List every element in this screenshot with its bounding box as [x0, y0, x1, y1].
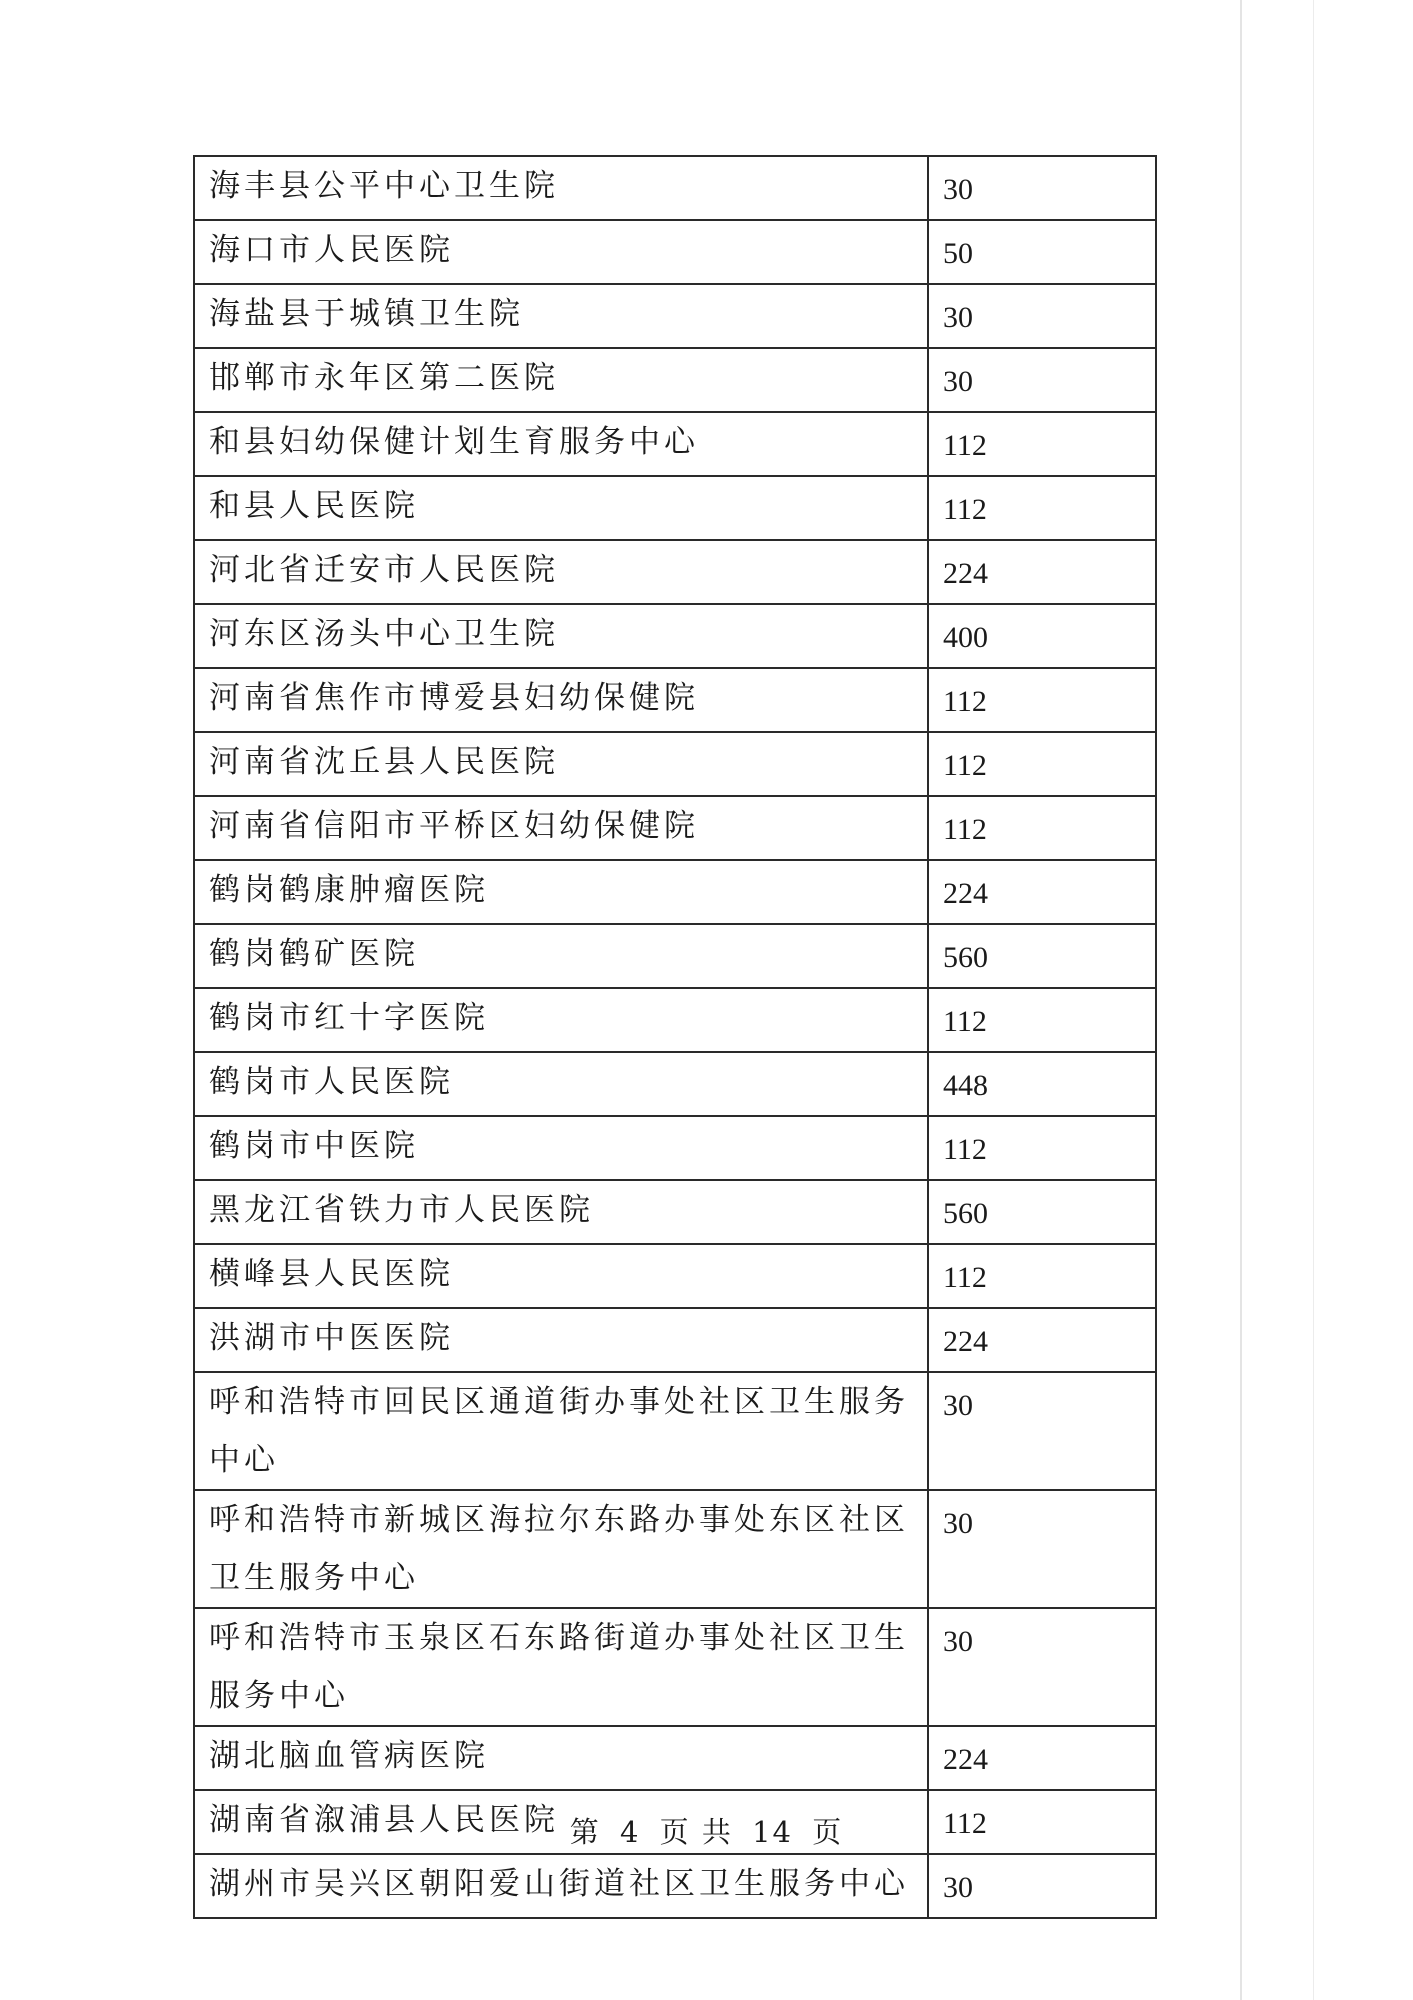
footer-suffix: 页 — [812, 1815, 844, 1849]
institution-name: 横峰县人民医院 — [194, 1244, 928, 1308]
institution-name: 河南省焦作市博爱县妇幼保健院 — [194, 668, 928, 732]
allocation-value: 560 — [928, 924, 1156, 988]
institution-name: 湖州市吴兴区朝阳爱山街道社区卫生服务中心 — [194, 1854, 928, 1918]
institution-name: 海丰县公平中心卫生院 — [194, 156, 928, 220]
institution-name: 呼和浩特市新城区海拉尔东路办事处东区社区卫生服务中心 — [194, 1490, 928, 1608]
institution-name: 湖北脑血管病医院 — [194, 1726, 928, 1790]
institution-name: 黑龙江省铁力市人民医院 — [194, 1180, 928, 1244]
table-row — [194, 1608, 1156, 1726]
footer-prefix: 第 — [569, 1815, 601, 1849]
allocation-value: 30 — [928, 284, 1156, 348]
allocation-value: 224 — [928, 1726, 1156, 1790]
allocation-value: 560 — [928, 1180, 1156, 1244]
table-row — [194, 1490, 1156, 1608]
institution-name: 海盐县于城镇卫生院 — [194, 284, 928, 348]
allocation-value: 112 — [928, 1116, 1156, 1180]
institution-name: 湖南省溆浦县人民医院 — [194, 1790, 928, 1854]
table-row — [194, 1180, 1156, 1244]
table-row — [194, 796, 1156, 860]
institution-name: 河南省沈丘县人民医院 — [194, 732, 928, 796]
institution-name: 河东区汤头中心卫生院 — [194, 604, 928, 668]
table-row — [194, 732, 1156, 796]
allocation-value: 112 — [928, 668, 1156, 732]
table-row — [194, 540, 1156, 604]
allocation-value: 224 — [928, 1308, 1156, 1372]
institution-name: 和县妇幼保健计划生育服务中心 — [194, 412, 928, 476]
table-row — [194, 156, 1156, 220]
allocation-value: 30 — [928, 348, 1156, 412]
allocation-value: 112 — [928, 1244, 1156, 1308]
institution-name: 邯郸市永年区第二医院 — [194, 348, 928, 412]
allocation-value: 30 — [928, 1372, 1156, 1490]
footer-total-pages: 14 — [752, 1815, 793, 1849]
institution-table — [193, 155, 1157, 1919]
table-row — [194, 860, 1156, 924]
institution-name: 洪湖市中医医院 — [194, 1308, 928, 1372]
table-row — [194, 988, 1156, 1052]
footer-middle: 页 共 — [659, 1815, 733, 1849]
institution-name: 海口市人民医院 — [194, 220, 928, 284]
institution-name: 呼和浩特市玉泉区石东路街道办事处社区卫生服务中心 — [194, 1608, 928, 1726]
table-row — [194, 668, 1156, 732]
allocation-value: 30 — [928, 1608, 1156, 1726]
institution-name: 和县人民医院 — [194, 476, 928, 540]
table-row — [194, 348, 1156, 412]
allocation-value: 112 — [928, 988, 1156, 1052]
page-edge-line — [1240, 0, 1242, 2000]
table-row — [194, 1052, 1156, 1116]
allocation-value: 112 — [928, 1790, 1156, 1854]
institution-name: 鹤岗鹤康肿瘤医院 — [194, 860, 928, 924]
table-row — [194, 924, 1156, 988]
table-row — [194, 1854, 1156, 1918]
table-row — [194, 220, 1156, 284]
institution-name: 鹤岗市中医院 — [194, 1116, 928, 1180]
table-row — [194, 1726, 1156, 1790]
allocation-value: 30 — [928, 1854, 1156, 1918]
allocation-value: 112 — [928, 796, 1156, 860]
institution-name: 鹤岗市红十字医院 — [194, 988, 928, 1052]
footer-page-number: 4 — [619, 1815, 641, 1849]
page-footer — [0, 1810, 1413, 1851]
institution-name: 鹤岗鹤矿医院 — [194, 924, 928, 988]
institution-name: 呼和浩特市回民区通道街办事处社区卫生服务中心 — [194, 1372, 928, 1490]
table-row — [194, 1244, 1156, 1308]
table-row — [194, 476, 1156, 540]
table-row — [194, 1308, 1156, 1372]
table-row — [194, 1116, 1156, 1180]
allocation-value: 112 — [928, 476, 1156, 540]
institution-name: 鹤岗市人民医院 — [194, 1052, 928, 1116]
table-row — [194, 284, 1156, 348]
allocation-value: 30 — [928, 156, 1156, 220]
institution-name: 河南省信阳市平桥区妇幼保健院 — [194, 796, 928, 860]
allocation-value: 448 — [928, 1052, 1156, 1116]
page-edge-line — [1313, 0, 1314, 2000]
table-body — [194, 156, 1156, 1918]
allocation-value: 112 — [928, 732, 1156, 796]
allocation-value: 30 — [928, 1490, 1156, 1608]
allocation-value: 50 — [928, 220, 1156, 284]
allocation-value: 400 — [928, 604, 1156, 668]
table-row — [194, 412, 1156, 476]
table-row — [194, 604, 1156, 668]
institution-name: 河北省迁安市人民医院 — [194, 540, 928, 604]
allocation-value: 112 — [928, 412, 1156, 476]
allocation-value: 224 — [928, 860, 1156, 924]
allocation-value: 224 — [928, 540, 1156, 604]
table-row — [194, 1372, 1156, 1490]
